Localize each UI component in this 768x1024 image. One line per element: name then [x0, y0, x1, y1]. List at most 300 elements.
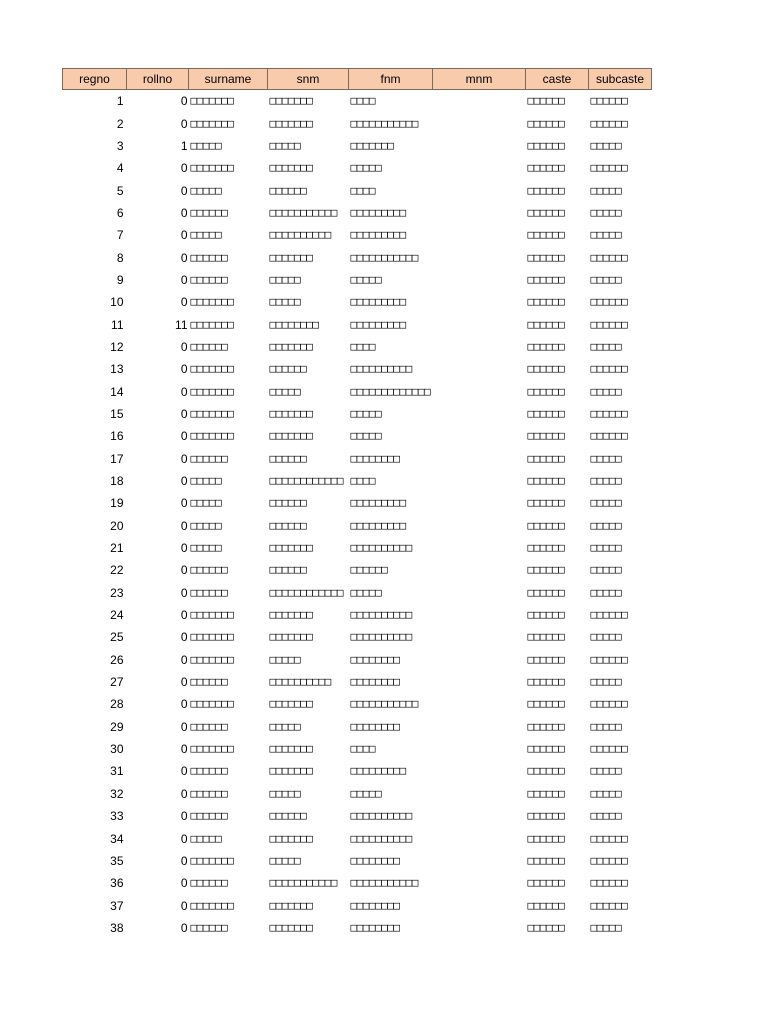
cell-mnm[interactable] — [433, 537, 526, 559]
cell-caste[interactable]: □□□□□□ — [527, 563, 565, 577]
cell-surname[interactable]: □□□□□ — [190, 183, 222, 197]
cell-regno[interactable]: 25 — [110, 630, 124, 645]
cell-snm[interactable]: □□□□□□ — [269, 362, 307, 376]
cell-snm[interactable]: □□□□□□ — [269, 496, 307, 510]
cell-subcaste[interactable]: □□□□□□ — [590, 295, 628, 309]
cell-mnm[interactable] — [433, 738, 526, 760]
cell-regno[interactable]: 20 — [110, 518, 124, 533]
cell-caste[interactable]: □□□□□□ — [527, 652, 565, 666]
cell-mnm[interactable] — [433, 224, 526, 246]
cell-fnm[interactable]: □□□□□□□□□□□ — [350, 250, 418, 264]
cell-rollno[interactable]: 0 — [180, 697, 188, 712]
cell-regno[interactable]: 22 — [110, 563, 124, 578]
cell-mnm[interactable] — [433, 269, 526, 291]
cell-rollno[interactable]: 0 — [180, 228, 188, 243]
cell-fnm[interactable]: □□□□□□□□ — [350, 652, 400, 666]
cell-caste[interactable]: □□□□□□ — [527, 474, 565, 488]
cell-mnm[interactable] — [433, 626, 526, 648]
cell-rollno[interactable]: 0 — [180, 630, 188, 645]
cell-surname[interactable]: □□□□□□□ — [190, 608, 234, 622]
cell-regno[interactable]: 4 — [116, 161, 124, 176]
cell-subcaste[interactable]: □□□□□ — [590, 541, 622, 555]
cell-fnm[interactable]: □□□□□ — [350, 429, 382, 443]
cell-regno[interactable]: 3 — [116, 138, 124, 153]
cell-regno[interactable]: 14 — [110, 384, 124, 399]
cell-subcaste[interactable]: □□□□□ — [590, 205, 622, 219]
cell-regno[interactable]: 18 — [110, 474, 124, 489]
cell-rollno[interactable]: 0 — [180, 831, 188, 846]
cell-mnm[interactable] — [433, 246, 526, 268]
cell-subcaste[interactable]: □□□□□□ — [590, 898, 628, 912]
cell-fnm[interactable]: □□□□□□□□□ — [350, 205, 406, 219]
cell-surname[interactable]: □□□□□ — [190, 496, 222, 510]
cell-snm[interactable]: □□□□□ — [269, 272, 301, 286]
cell-caste[interactable]: □□□□□□ — [527, 853, 565, 867]
cell-fnm[interactable]: □□□□ — [350, 474, 375, 488]
cell-caste[interactable]: □□□□□□ — [527, 384, 565, 398]
cell-caste[interactable]: □□□□□□ — [527, 697, 565, 711]
header-subcaste[interactable]: subcaste — [589, 69, 652, 90]
cell-rollno[interactable]: 0 — [180, 920, 188, 935]
cell-snm[interactable]: □□□□□□□□ — [269, 317, 319, 331]
cell-fnm[interactable]: □□□□□□□□□ — [350, 764, 406, 778]
cell-mnm[interactable] — [433, 202, 526, 224]
cell-snm[interactable]: □□□□□□□ — [269, 541, 313, 555]
cell-surname[interactable]: □□□□□□ — [190, 920, 228, 934]
cell-mnm[interactable] — [433, 827, 526, 849]
cell-caste[interactable]: □□□□□□ — [527, 339, 565, 353]
cell-surname[interactable]: □□□□□□□ — [190, 362, 234, 376]
cell-rollno[interactable]: 0 — [180, 406, 188, 421]
cell-mnm[interactable] — [433, 716, 526, 738]
cell-snm[interactable]: □□□□□□□ — [269, 764, 313, 778]
cell-fnm[interactable]: □□□□□□□ — [350, 138, 394, 152]
cell-fnm[interactable]: □□□□□□□□□□ — [350, 541, 412, 555]
cell-subcaste[interactable]: □□□□□ — [590, 675, 622, 689]
cell-subcaste[interactable]: □□□□□ — [590, 451, 622, 465]
cell-subcaste[interactable]: □□□□□□ — [590, 94, 628, 108]
cell-rollno[interactable]: 0 — [180, 675, 188, 690]
cell-snm[interactable]: □□□□□□□ — [269, 831, 313, 845]
cell-rollno[interactable]: 0 — [180, 719, 188, 734]
cell-caste[interactable]: □□□□□□ — [527, 630, 565, 644]
cell-fnm[interactable]: □□□□□□□□ — [350, 853, 400, 867]
cell-rollno[interactable]: 0 — [180, 518, 188, 533]
cell-mnm[interactable] — [433, 157, 526, 179]
cell-surname[interactable]: □□□□□□□ — [190, 161, 234, 175]
cell-mnm[interactable] — [433, 470, 526, 492]
cell-snm[interactable]: □□□□□□□□□□□□ — [269, 474, 343, 488]
cell-caste[interactable]: □□□□□□ — [527, 876, 565, 890]
cell-subcaste[interactable]: □□□□□ — [590, 183, 622, 197]
cell-mnm[interactable] — [433, 850, 526, 872]
cell-mnm[interactable] — [433, 872, 526, 894]
cell-fnm[interactable]: □□□□□□□□□ — [350, 496, 406, 510]
cell-rollno[interactable]: 0 — [180, 384, 188, 399]
cell-regno[interactable]: 35 — [110, 853, 124, 868]
cell-caste[interactable]: □□□□□□ — [527, 429, 565, 443]
cell-subcaste[interactable]: □□□□□ — [590, 585, 622, 599]
cell-caste[interactable]: □□□□□□ — [527, 228, 565, 242]
cell-surname[interactable]: □□□□□□□ — [190, 384, 234, 398]
cell-surname[interactable]: □□□□□□ — [190, 786, 228, 800]
cell-snm[interactable]: □□□□□ — [269, 719, 301, 733]
cell-caste[interactable]: □□□□□□ — [527, 675, 565, 689]
cell-rollno[interactable]: 0 — [180, 161, 188, 176]
header-snm[interactable]: snm — [268, 69, 349, 90]
cell-caste[interactable]: □□□□□□ — [527, 786, 565, 800]
cell-surname[interactable]: □□□□□ — [190, 138, 222, 152]
cell-fnm[interactable]: □□□□□□□□□□□ — [350, 697, 418, 711]
cell-caste[interactable]: □□□□□□ — [527, 518, 565, 532]
cell-surname[interactable]: □□□□□□□ — [190, 742, 234, 756]
cell-rollno[interactable]: 0 — [180, 585, 188, 600]
cell-mnm[interactable] — [433, 671, 526, 693]
cell-subcaste[interactable]: □□□□□□ — [590, 317, 628, 331]
cell-snm[interactable]: □□□□□□□□□□ — [269, 228, 331, 242]
cell-fnm[interactable]: □□□□□□□□ — [350, 719, 400, 733]
cell-rollno[interactable]: 0 — [180, 764, 188, 779]
cell-subcaste[interactable]: □□□□□ — [590, 809, 622, 823]
cell-mnm[interactable] — [433, 894, 526, 916]
cell-mnm[interactable] — [433, 917, 526, 939]
cell-mnm[interactable] — [433, 783, 526, 805]
cell-subcaste[interactable]: □□□□□ — [590, 384, 622, 398]
cell-snm[interactable]: □□□□□ — [269, 853, 301, 867]
cell-mnm[interactable] — [433, 448, 526, 470]
cell-rollno[interactable]: 0 — [180, 362, 188, 377]
cell-mnm[interactable] — [433, 515, 526, 537]
cell-caste[interactable]: □□□□□□ — [527, 831, 565, 845]
cell-snm[interactable]: □□□□□□□ — [269, 742, 313, 756]
cell-surname[interactable]: □□□□□□ — [190, 585, 228, 599]
cell-caste[interactable]: □□□□□□ — [527, 719, 565, 733]
cell-fnm[interactable]: □□□□□□ — [350, 563, 388, 577]
cell-fnm[interactable]: □□□□□□□□□□□□□ — [350, 385, 431, 399]
cell-surname[interactable]: □□□□□□□ — [190, 630, 234, 644]
cell-rollno[interactable]: 0 — [180, 608, 188, 623]
cell-snm[interactable]: □□□□□□□ — [269, 429, 313, 443]
cell-snm[interactable]: □□□□□□□ — [269, 339, 313, 353]
cell-rollno[interactable]: 0 — [180, 429, 188, 444]
cell-mnm[interactable] — [433, 604, 526, 626]
cell-snm[interactable]: □□□□□□□ — [269, 406, 313, 420]
cell-subcaste[interactable]: □□□□□ — [590, 563, 622, 577]
cell-mnm[interactable] — [433, 336, 526, 358]
cell-regno[interactable]: 15 — [110, 406, 124, 421]
cell-rollno[interactable]: 1 — [180, 138, 188, 153]
cell-surname[interactable]: □□□□□ — [190, 228, 222, 242]
cell-regno[interactable]: 37 — [110, 898, 124, 913]
cell-snm[interactable]: □□□□□□□ — [269, 630, 313, 644]
cell-fnm[interactable]: □□□□□□□□ — [350, 451, 400, 465]
cell-surname[interactable]: □□□□□□□ — [190, 295, 234, 309]
cell-caste[interactable]: □□□□□□ — [527, 406, 565, 420]
cell-regno[interactable]: 13 — [110, 362, 124, 377]
cell-snm[interactable]: □□□□□□□□□□□ — [269, 205, 337, 219]
cell-regno[interactable]: 11 — [111, 317, 124, 332]
cell-subcaste[interactable]: □□□□□□ — [590, 608, 628, 622]
cell-mnm[interactable] — [433, 805, 526, 827]
cell-caste[interactable]: □□□□□□ — [527, 742, 565, 756]
cell-snm[interactable]: □□□□□□□ — [269, 920, 313, 934]
cell-fnm[interactable]: □□□□□□□□ — [350, 898, 400, 912]
cell-fnm[interactable]: □□□□□□□□□□□ — [350, 876, 418, 890]
cell-mnm[interactable] — [433, 90, 526, 113]
cell-mnm[interactable] — [433, 179, 526, 201]
cell-surname[interactable]: □□□□□□ — [190, 272, 228, 286]
cell-caste[interactable]: □□□□□□ — [527, 541, 565, 555]
cell-rollno[interactable]: 11 — [175, 317, 188, 332]
cell-subcaste[interactable]: □□□□□□ — [590, 742, 628, 756]
cell-caste[interactable]: □□□□□□ — [527, 94, 565, 108]
cell-surname[interactable]: □□□□□□ — [190, 719, 228, 733]
cell-subcaste[interactable]: □□□□□□ — [590, 406, 628, 420]
cell-caste[interactable]: □□□□□□ — [527, 764, 565, 778]
cell-fnm[interactable]: □□□□ — [350, 339, 375, 353]
cell-snm[interactable]: □□□□□□ — [269, 518, 307, 532]
cell-surname[interactable]: □□□□□□ — [190, 764, 228, 778]
cell-regno[interactable]: 10 — [110, 295, 124, 310]
cell-fnm[interactable]: □□□□□□□□□□ — [350, 362, 412, 376]
cell-fnm[interactable]: □□□□□ — [350, 585, 382, 599]
cell-caste[interactable]: □□□□□□ — [527, 362, 565, 376]
cell-caste[interactable]: □□□□□□ — [527, 116, 565, 130]
cell-regno[interactable]: 26 — [110, 652, 124, 667]
cell-surname[interactable]: □□□□□□ — [190, 250, 228, 264]
cell-regno[interactable]: 6 — [116, 205, 124, 220]
header-caste[interactable]: caste — [526, 69, 589, 90]
cell-surname[interactable]: □□□□□□□ — [190, 429, 234, 443]
cell-subcaste[interactable]: □□□□□ — [590, 474, 622, 488]
header-fnm[interactable]: fnm — [349, 69, 433, 90]
cell-surname[interactable]: □□□□□□□ — [190, 116, 234, 130]
cell-surname[interactable]: □□□□□□ — [190, 205, 228, 219]
cell-fnm[interactable]: □□□□□□□□□ — [350, 295, 406, 309]
cell-caste[interactable]: □□□□□□ — [527, 898, 565, 912]
cell-surname[interactable]: □□□□□ — [190, 474, 222, 488]
cell-regno[interactable]: 21 — [110, 541, 124, 556]
cell-regno[interactable]: 29 — [110, 719, 124, 734]
cell-surname[interactable]: □□□□□□ — [190, 451, 228, 465]
cell-surname[interactable]: □□□□□□ — [190, 339, 228, 353]
cell-snm[interactable]: □□□□□□□ — [269, 116, 313, 130]
cell-surname[interactable]: □□□□□□□ — [190, 652, 234, 666]
cell-mnm[interactable] — [433, 112, 526, 134]
cell-subcaste[interactable]: □□□□□ — [590, 764, 622, 778]
cell-mnm[interactable] — [433, 403, 526, 425]
cell-regno[interactable]: 33 — [110, 809, 124, 824]
cell-rollno[interactable]: 0 — [180, 250, 188, 265]
cell-caste[interactable]: □□□□□□ — [527, 451, 565, 465]
cell-rollno[interactable]: 0 — [180, 183, 188, 198]
cell-rollno[interactable]: 0 — [180, 496, 188, 511]
cell-surname[interactable]: □□□□□□ — [190, 876, 228, 890]
cell-snm[interactable]: □□□□□□□ — [269, 608, 313, 622]
cell-subcaste[interactable]: □□□□□ — [590, 228, 622, 242]
cell-regno[interactable]: 38 — [110, 920, 124, 935]
cell-snm[interactable]: □□□□□□□ — [269, 161, 313, 175]
cell-regno[interactable]: 24 — [110, 608, 124, 623]
cell-mnm[interactable] — [433, 492, 526, 514]
cell-rollno[interactable]: 0 — [180, 541, 188, 556]
cell-fnm[interactable]: □□□□□ — [350, 786, 382, 800]
cell-subcaste[interactable]: □□□□□□ — [590, 853, 628, 867]
cell-mnm[interactable] — [433, 425, 526, 447]
cell-caste[interactable]: □□□□□□ — [527, 585, 565, 599]
cell-snm[interactable]: □□□□□□□ — [269, 697, 313, 711]
cell-subcaste[interactable]: □□□□□ — [590, 272, 622, 286]
cell-surname[interactable]: □□□□□ — [190, 518, 222, 532]
cell-mnm[interactable] — [433, 358, 526, 380]
cell-mnm[interactable] — [433, 760, 526, 782]
cell-snm[interactable]: □□□□□ — [269, 786, 301, 800]
cell-mnm[interactable] — [433, 380, 526, 402]
cell-caste[interactable]: □□□□□□ — [527, 138, 565, 152]
cell-mnm[interactable] — [433, 693, 526, 715]
cell-rollno[interactable]: 0 — [180, 876, 188, 891]
cell-rollno[interactable]: 0 — [180, 474, 188, 489]
cell-caste[interactable]: □□□□□□ — [527, 161, 565, 175]
cell-subcaste[interactable]: □□□□□□ — [590, 362, 628, 376]
cell-subcaste[interactable]: □□□□□ — [590, 339, 622, 353]
cell-snm[interactable]: □□□□□□ — [269, 451, 307, 465]
cell-caste[interactable]: □□□□□□ — [527, 272, 565, 286]
header-rollno[interactable]: rollno — [127, 69, 189, 90]
cell-surname[interactable]: □□□□□□□ — [190, 317, 234, 331]
cell-fnm[interactable]: □□□□□□□□□□ — [350, 831, 412, 845]
cell-surname[interactable]: □□□□□□□ — [190, 94, 234, 108]
cell-regno[interactable]: 34 — [110, 831, 124, 846]
cell-caste[interactable]: □□□□□□ — [527, 809, 565, 823]
cell-subcaste[interactable]: □□□□□□ — [590, 876, 628, 890]
cell-rollno[interactable]: 0 — [180, 272, 188, 287]
cell-regno[interactable]: 32 — [110, 786, 124, 801]
cell-mnm[interactable] — [433, 135, 526, 157]
cell-caste[interactable]: □□□□□□ — [527, 205, 565, 219]
cell-subcaste[interactable]: □□□□□□ — [590, 161, 628, 175]
cell-fnm[interactable]: □□□□□ — [350, 406, 382, 420]
cell-subcaste[interactable]: □□□□□ — [590, 138, 622, 152]
cell-regno[interactable]: 12 — [110, 339, 124, 354]
cell-subcaste[interactable]: □□□□□ — [590, 786, 622, 800]
cell-regno[interactable]: 1 — [116, 94, 124, 109]
cell-fnm[interactable]: □□□□□□□□ — [350, 920, 400, 934]
cell-snm[interactable]: □□□□□□□□□□□□ — [269, 585, 343, 599]
cell-subcaste[interactable]: □□□□□□ — [590, 250, 628, 264]
cell-snm[interactable]: □□□□□□□□□□ — [269, 675, 331, 689]
cell-snm[interactable]: □□□□□ — [269, 138, 301, 152]
cell-surname[interactable]: □□□□□ — [190, 541, 222, 555]
cell-regno[interactable]: 19 — [110, 496, 124, 511]
cell-surname[interactable]: □□□□□□ — [190, 563, 228, 577]
cell-mnm[interactable] — [433, 582, 526, 604]
cell-rollno[interactable]: 0 — [180, 451, 188, 466]
cell-caste[interactable]: □□□□□□ — [527, 496, 565, 510]
cell-rollno[interactable]: 0 — [180, 94, 188, 109]
cell-regno[interactable]: 16 — [110, 429, 124, 444]
cell-rollno[interactable]: 0 — [180, 742, 188, 757]
cell-regno[interactable]: 27 — [110, 675, 124, 690]
cell-regno[interactable]: 28 — [110, 697, 124, 712]
cell-subcaste[interactable]: □□□□□ — [590, 920, 622, 934]
header-mnm[interactable]: mnm — [433, 69, 526, 90]
cell-surname[interactable]: □□□□□□□ — [190, 406, 234, 420]
cell-fnm[interactable]: □□□□□ — [350, 272, 382, 286]
cell-subcaste[interactable]: □□□□□□ — [590, 429, 628, 443]
cell-fnm[interactable]: □□□□□ — [350, 161, 382, 175]
cell-mnm[interactable] — [433, 559, 526, 581]
cell-snm[interactable]: □□□□□□□ — [269, 250, 313, 264]
cell-snm[interactable]: □□□□□□ — [269, 183, 307, 197]
cell-caste[interactable]: □□□□□□ — [527, 317, 565, 331]
cell-fnm[interactable]: □□□□ — [350, 183, 375, 197]
cell-fnm[interactable]: □□□□□□□□ — [350, 675, 400, 689]
cell-regno[interactable]: 8 — [116, 250, 124, 265]
cell-caste[interactable]: □□□□□□ — [527, 608, 565, 622]
cell-rollno[interactable]: 0 — [180, 853, 188, 868]
cell-fnm[interactable]: □□□□□□□□□□ — [350, 608, 412, 622]
cell-fnm[interactable]: □□□□□□□□□ — [350, 228, 406, 242]
cell-fnm[interactable]: □□□□□□□□□□ — [350, 809, 412, 823]
cell-surname[interactable]: □□□□□□□ — [190, 697, 234, 711]
cell-surname[interactable]: □□□□□□ — [190, 809, 228, 823]
cell-regno[interactable]: 23 — [110, 585, 124, 600]
cell-fnm[interactable]: □□□□ — [350, 742, 375, 756]
cell-regno[interactable]: 30 — [110, 742, 124, 757]
cell-surname[interactable]: □□□□□ — [190, 831, 222, 845]
cell-regno[interactable]: 31 — [110, 764, 124, 779]
cell-rollno[interactable]: 0 — [180, 898, 188, 913]
cell-regno[interactable]: 2 — [116, 116, 124, 131]
cell-snm[interactable]: □□□□□□ — [269, 809, 307, 823]
cell-caste[interactable]: □□□□□□ — [527, 295, 565, 309]
cell-regno[interactable]: 36 — [110, 876, 124, 891]
cell-mnm[interactable] — [433, 291, 526, 313]
cell-subcaste[interactable]: □□□□□□ — [590, 697, 628, 711]
cell-rollno[interactable]: 0 — [180, 205, 188, 220]
cell-rollno[interactable]: 0 — [180, 809, 188, 824]
cell-snm[interactable]: □□□□□ — [269, 295, 301, 309]
cell-caste[interactable]: □□□□□□ — [527, 250, 565, 264]
cell-fnm[interactable]: □□□□□□□□□□□ — [350, 116, 418, 130]
cell-fnm[interactable]: □□□□□□□□□□ — [350, 630, 412, 644]
cell-rollno[interactable]: 0 — [180, 563, 188, 578]
cell-surname[interactable]: □□□□□□□ — [190, 898, 234, 912]
cell-rollno[interactable]: 0 — [180, 339, 188, 354]
cell-fnm[interactable]: □□□□□□□□□ — [350, 518, 406, 532]
header-surname[interactable]: surname — [189, 69, 268, 90]
cell-mnm[interactable] — [433, 649, 526, 671]
cell-snm[interactable]: □□□□□ — [269, 384, 301, 398]
cell-snm[interactable]: □□□□□□□ — [269, 898, 313, 912]
cell-caste[interactable]: □□□□□□ — [527, 183, 565, 197]
cell-surname[interactable]: □□□□□□□ — [190, 853, 234, 867]
cell-mnm[interactable] — [433, 313, 526, 335]
cell-snm[interactable]: □□□□□□□ — [269, 94, 313, 108]
cell-subcaste[interactable]: □□□□□□ — [590, 116, 628, 130]
cell-snm[interactable]: □□□□□□ — [269, 563, 307, 577]
header-regno[interactable]: regno — [63, 69, 127, 90]
cell-rollno[interactable]: 0 — [180, 116, 188, 131]
cell-regno[interactable]: 9 — [116, 272, 124, 287]
cell-fnm[interactable]: □□□□ — [350, 94, 375, 108]
cell-subcaste[interactable]: □□□□□□ — [590, 652, 628, 666]
cell-caste[interactable]: □□□□□□ — [527, 920, 565, 934]
cell-snm[interactable]: □□□□□□□□□□□ — [269, 876, 337, 890]
cell-subcaste[interactable]: □□□□□□ — [590, 831, 628, 845]
cell-rollno[interactable]: 0 — [180, 786, 188, 801]
